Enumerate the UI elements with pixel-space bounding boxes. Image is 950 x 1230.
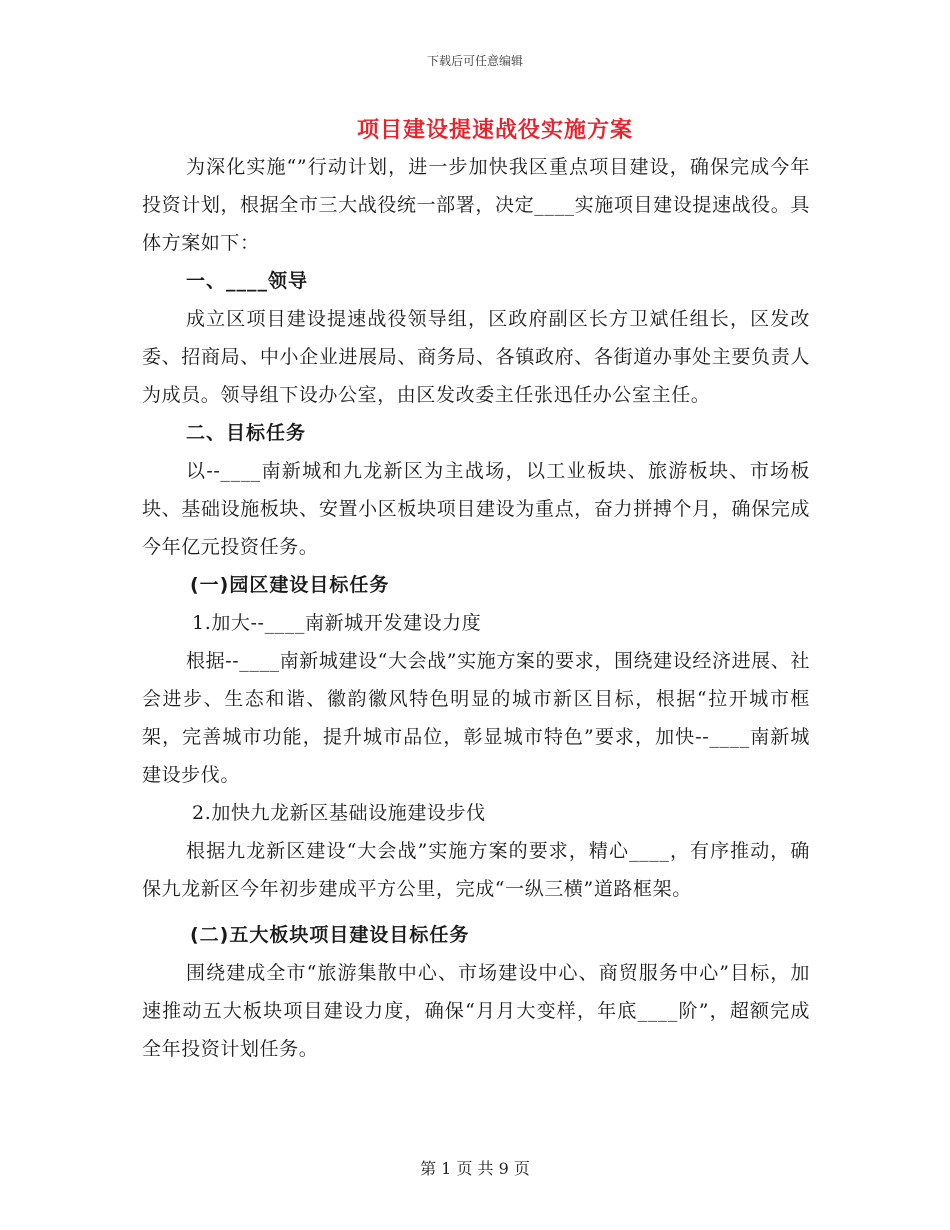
section-heading-goals: 二、目标任务 — [186, 422, 307, 444]
five-sectors-paragraph: 围绕建成全市“旅游集散中心、市场建设中心、商贸服务中心”目标，加速推动五大板块项目建设力度，确保“月月大变样，年底____阶”，超额完成全年投资计划任务。 — [142, 962, 810, 1060]
intro-paragraph: 为深化实施“”行动计划，进一步加快我区重点项目建设，确保完成今年投资计划，根据全市三大战役统一部署，决定____实施项目建设提速战役。具体方案如下： — [142, 156, 810, 254]
subsection-heading-park: (一)园区建设目标任务 — [190, 574, 390, 596]
list-item-1: 1.加大--____南新城开发建设力度 — [192, 612, 482, 634]
document-title: 项目建设提速战役实施方案 — [356, 117, 633, 143]
section-heading-leadership: 一、____领导 — [186, 270, 309, 292]
jiulong-paragraph: 根据九龙新区建设“大会战”实施方案的要求，精心____，有序推动，确保九龙新区今年初步建成平方公里，完成“一纵三横”道路框架。 — [142, 840, 810, 900]
subsection-heading-five-sectors: (二)五大板块项目建设目标任务 — [190, 924, 470, 946]
goals-paragraph: 以--____南新城和九龙新区为主战场，以工业板块、旅游板块、市场板块、基础设施板块、安置小区板块项目建设为重点，奋力拼搏个月，确保完成今年亿元投资任务。 — [142, 460, 810, 558]
south-city-paragraph: 根据--____南新城建设“大会战”实施方案的要求，围绕建设经济进展、社会进步、生态和谐、徽韵徽风特色明显的城市新区目标，根据“拉开城市框架，完善城市功能，提升城市品位，彰显城市特色”要求，加快--____南新城建设步伐。 — [142, 650, 810, 786]
page-number-footer: 第 1 页 共 9 页 — [420, 1159, 530, 1178]
header-note: 下载后可任意编辑 — [426, 54, 523, 68]
document-body — [142, 148, 810, 1068]
leadership-paragraph: 成立区项目建设提速战役领导组，区政府副区长方卫斌任组长，区发改委、招商局、中小企业进展局、商务局、各镇政府、各街道办事处主要负责人为成员。领导组下设办公室，由区发改委主任张迅任办公室主任。 — [142, 308, 810, 406]
list-item-2: 2.加快九龙新区基础设施建设步伐 — [192, 802, 486, 824]
